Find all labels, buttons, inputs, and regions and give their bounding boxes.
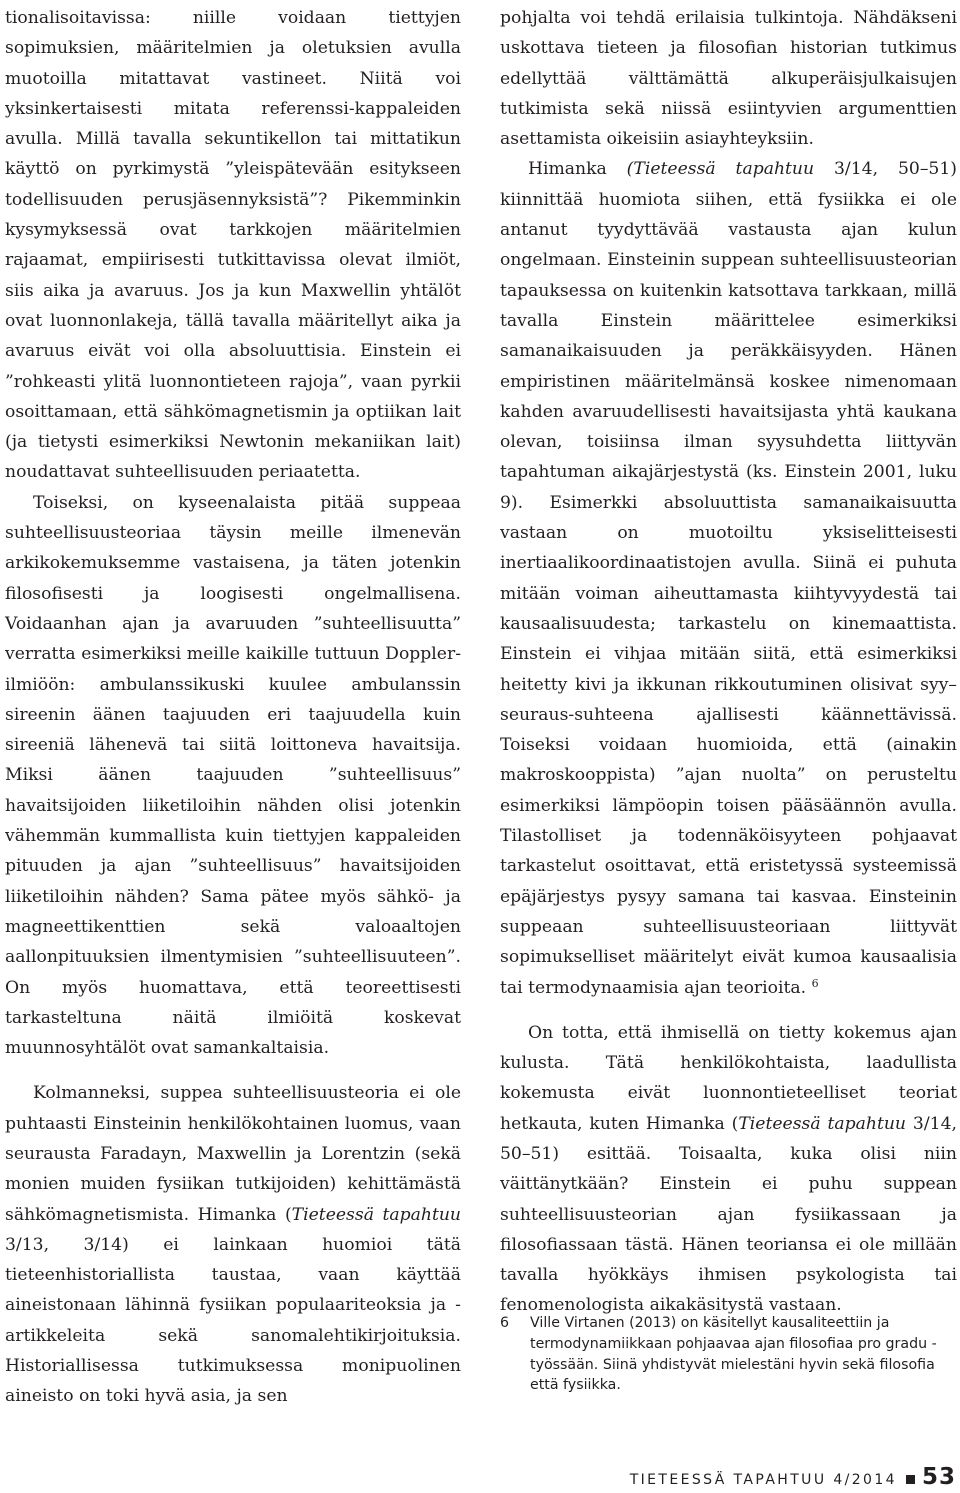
- publication-title: TIETEESSÄ TAPAHTUU 4/2014: [629, 1472, 897, 1488]
- square-bullet-icon: [906, 1475, 915, 1484]
- paragraph: [5, 1078, 461, 1411]
- paragraph-text: 3/14, 50–51) esittää. Toisaalta, kuka olisi niin väittänytkään? Einstein ei puhu suppean suhteellisuusteorian ajan fysiikassaan ja filosofiassaan tästä. Hänen teoriansa ei ole millään tavalla hyökkäys ihmisen psykologista tai fenomenologista aikakäsitystä vastaan.: [500, 1113, 957, 1316]
- paragraph: pohjalta voi tehdä erilaisia tulkintoja. Nähdäkseni uskottava tieteen ja filosofian historian tutkimus edellyttää välttämättä alkuperäisjulkaisujen tutkimista sekä niissä esiintyvien argumenttien asettamista oikeisiin asiayhteyksiin.: [500, 8, 957, 150]
- paragraph: Toiseksi, on kyseenalaista pitää suppeaa suhteellisuusteoriaa täysin meille ilmenevän arkikokemuksemme vastaisena, ja täten jotenkin filosofisesti ja loogisesti ongelmallisena. Voidaanhan ajan ja avaruuden ”suhteellisuutta” verratta esimerkiksi meille kaikille tuttuun Doppler-ilmiöön: ambulanssikuski kuulee ambulanssin sireenin äänen taajuuden eri taajuudella kuin sireeniä lähenevä tai siitä loittoneva havaitsija. Miksi äänen taajuuden ”suhteellisuus” havaitsijoiden liiketiloihin nähden olisi jotenkin vähemmän kummallista kuin tiettyjen kappaleiden pituuden ja ajan ”suhteellisuus” havaitsijoiden liiketiloihin nähden? Sama pätee myös sähkö- ja magneettikenttien sekä valoaaltojen aallonpituuksien ilmentymisien ”suhteellisuuteen”. On myös huomattava, että teoreettisesti tarkasteltuna näitä ilmiöitä koskevat muunnosyhtälöt ovat samankaltaisia.: [5, 492, 461, 1059]
- paragraph-text: On totta, että ihmisellä on tietty kokemus ajan kulusta. Tätä henkilökohtaista, laadullista kokemusta eivät luonnontieteelliset teoriat hetkauta, kuten Himanka (: [500, 1022, 957, 1134]
- paragraph: [500, 154, 957, 1002]
- right-column: [500, 3, 957, 1321]
- paragraph-text: 3/13, 3/14) ei lainkaan huomioi tätä tieteenhistoriallista taustaa, vaan käyttää aineistonaan lähinnä fysiikan populaariteoksia ja -artikkeleita sekä sanomalehtikirjoituksia. Historiallisessa tutkimuksessa monipuolinen aineisto on toki hyvä asia, ja sen: [5, 1234, 461, 1407]
- footnote-text: Ville Virtanen (2013) on käsitellyt kausaliteettiin ja termodynamiikkaan pohjaavaa ajan filosofiaa pro gradu -työssään. Siinä yhdistyvät mielestäni hyvin sekä filosofia että fysiikka.: [530, 1315, 937, 1394]
- footnote: [500, 1313, 940, 1396]
- journal-title: Tieteessä tapahtuu: [291, 1204, 461, 1225]
- paragraph: tionalisoitavissa: niille voidaan tiettyjen sopimuksien, määritelmien ja oletuksien avulla muotoilla mitattavat vastineet. Niitä voi yksinkertaisesti mitata referenssi-kappaleiden avulla. Millä tavalla sekuntikellon tai mittatikun käyttö on pyrkimystä ”yleispätevään esitykseen todellisuuden perusjäsennyksistä”? Pikemminkin kysymyksessä ovat tarkkojen määritelmien rajaamat, empiirisesti tutkittavissa olevat ilmiöt, siis aika ja avaruus. Jos ja kun Maxwellin yhtälöt ovat luonnonlakeja, tällä tavalla määritellyt aika ja avaruus eivät voi olla absoluuttisia. Einstein ei ”rohkeasti ylitä luonnontieteen rajoja”, vaan pyrkii osoittamaan, että sähkömagnetismin ja optiikan lait (ja tietysti esimerkiksi Newtonin mekaniikan lait) noudattavat suhteellisuuden periaatetta.: [5, 8, 461, 483]
- journal-title: Tieteessä tapahtuu: [738, 1113, 907, 1134]
- footnote-reference[interactable]: 6: [811, 976, 819, 990]
- page-footer: [630, 1464, 956, 1490]
- paragraph: [500, 1018, 957, 1321]
- journal-title: (Tieteessä tapahtuu: [626, 159, 815, 180]
- paragraph-text: Himanka: [528, 159, 627, 180]
- paragraph-text: Kolmanneksi, suppea suhteellisuusteoria ei ole puhtaasti Einsteinin henkilökohtainen luomus, vaan seurausta Faradayn, Maxwellin ja Lorentzin (sekä monien muiden fysiikan tutkijoiden) kehittämästä sähkömagnetismista. Himanka (: [5, 1083, 461, 1225]
- paragraph-text: 3/14, 50–51) kiinnittää huomiota siihen, että fysiikka ei ole antanut tyydyttävää vastausta ajan kulun ongelmaan. Einsteinin suppean suhteellisuusteorian tapauksessa on kuitenkin katsottava tarkkaan, millä tavalla Einstein määrittelee esimerkiksi samanaikaisuuden ja peräkkäisyyden. Hänen empiristinen määritelmänsä koskee nimenomaan kahden avaruudellisesti havaitsijasta yhtä kaukana olevan, toisiinsa ilman syysuhdetta liittyvän tapahtuman aikajärjestystä (ks. Einstein 2001, luku 9). Esimerkki absoluuttista samanaikaisuutta vastaan on muotoiltu yksiselitteisesti inertiaalikoordinaatistojen avulla. Siinä ei puhuta mitään voiman aiheuttamasta kiihtyvyydestä tai kausaalisuudesta; tarkastelu on kinemaattista. Einstein ei vihjaa mitään siitä, että esimerkiksi heitetty kivi ja ikkunan rikkoutuminen olisivat syy–seuraus-suhteena ajallisesti käännettävissä. Toiseksi voidaan huomioida, että (ainakin makroskooppista) ”ajan nuolta” on perusteltu esimerkiksi lämpöopin toisen pääsäännön avulla. Tilastolliset ja todennäköisyyteen pohjaavat tarkastelut osoittavat, että eristetyssä systeemissä epäjärjestys pysyy samana tai kasvaa. Einsteinin suppeaan suhteellisuusteoriaan liittyvät sopimukselliset määritelyt eivät kumoa kausaalisia tai termodynaamisia ajan teorioita.: [500, 159, 957, 998]
- left-column: [5, 3, 461, 1412]
- page-number: 53: [921, 1464, 956, 1490]
- footnote-number: 6: [500, 1315, 510, 1331]
